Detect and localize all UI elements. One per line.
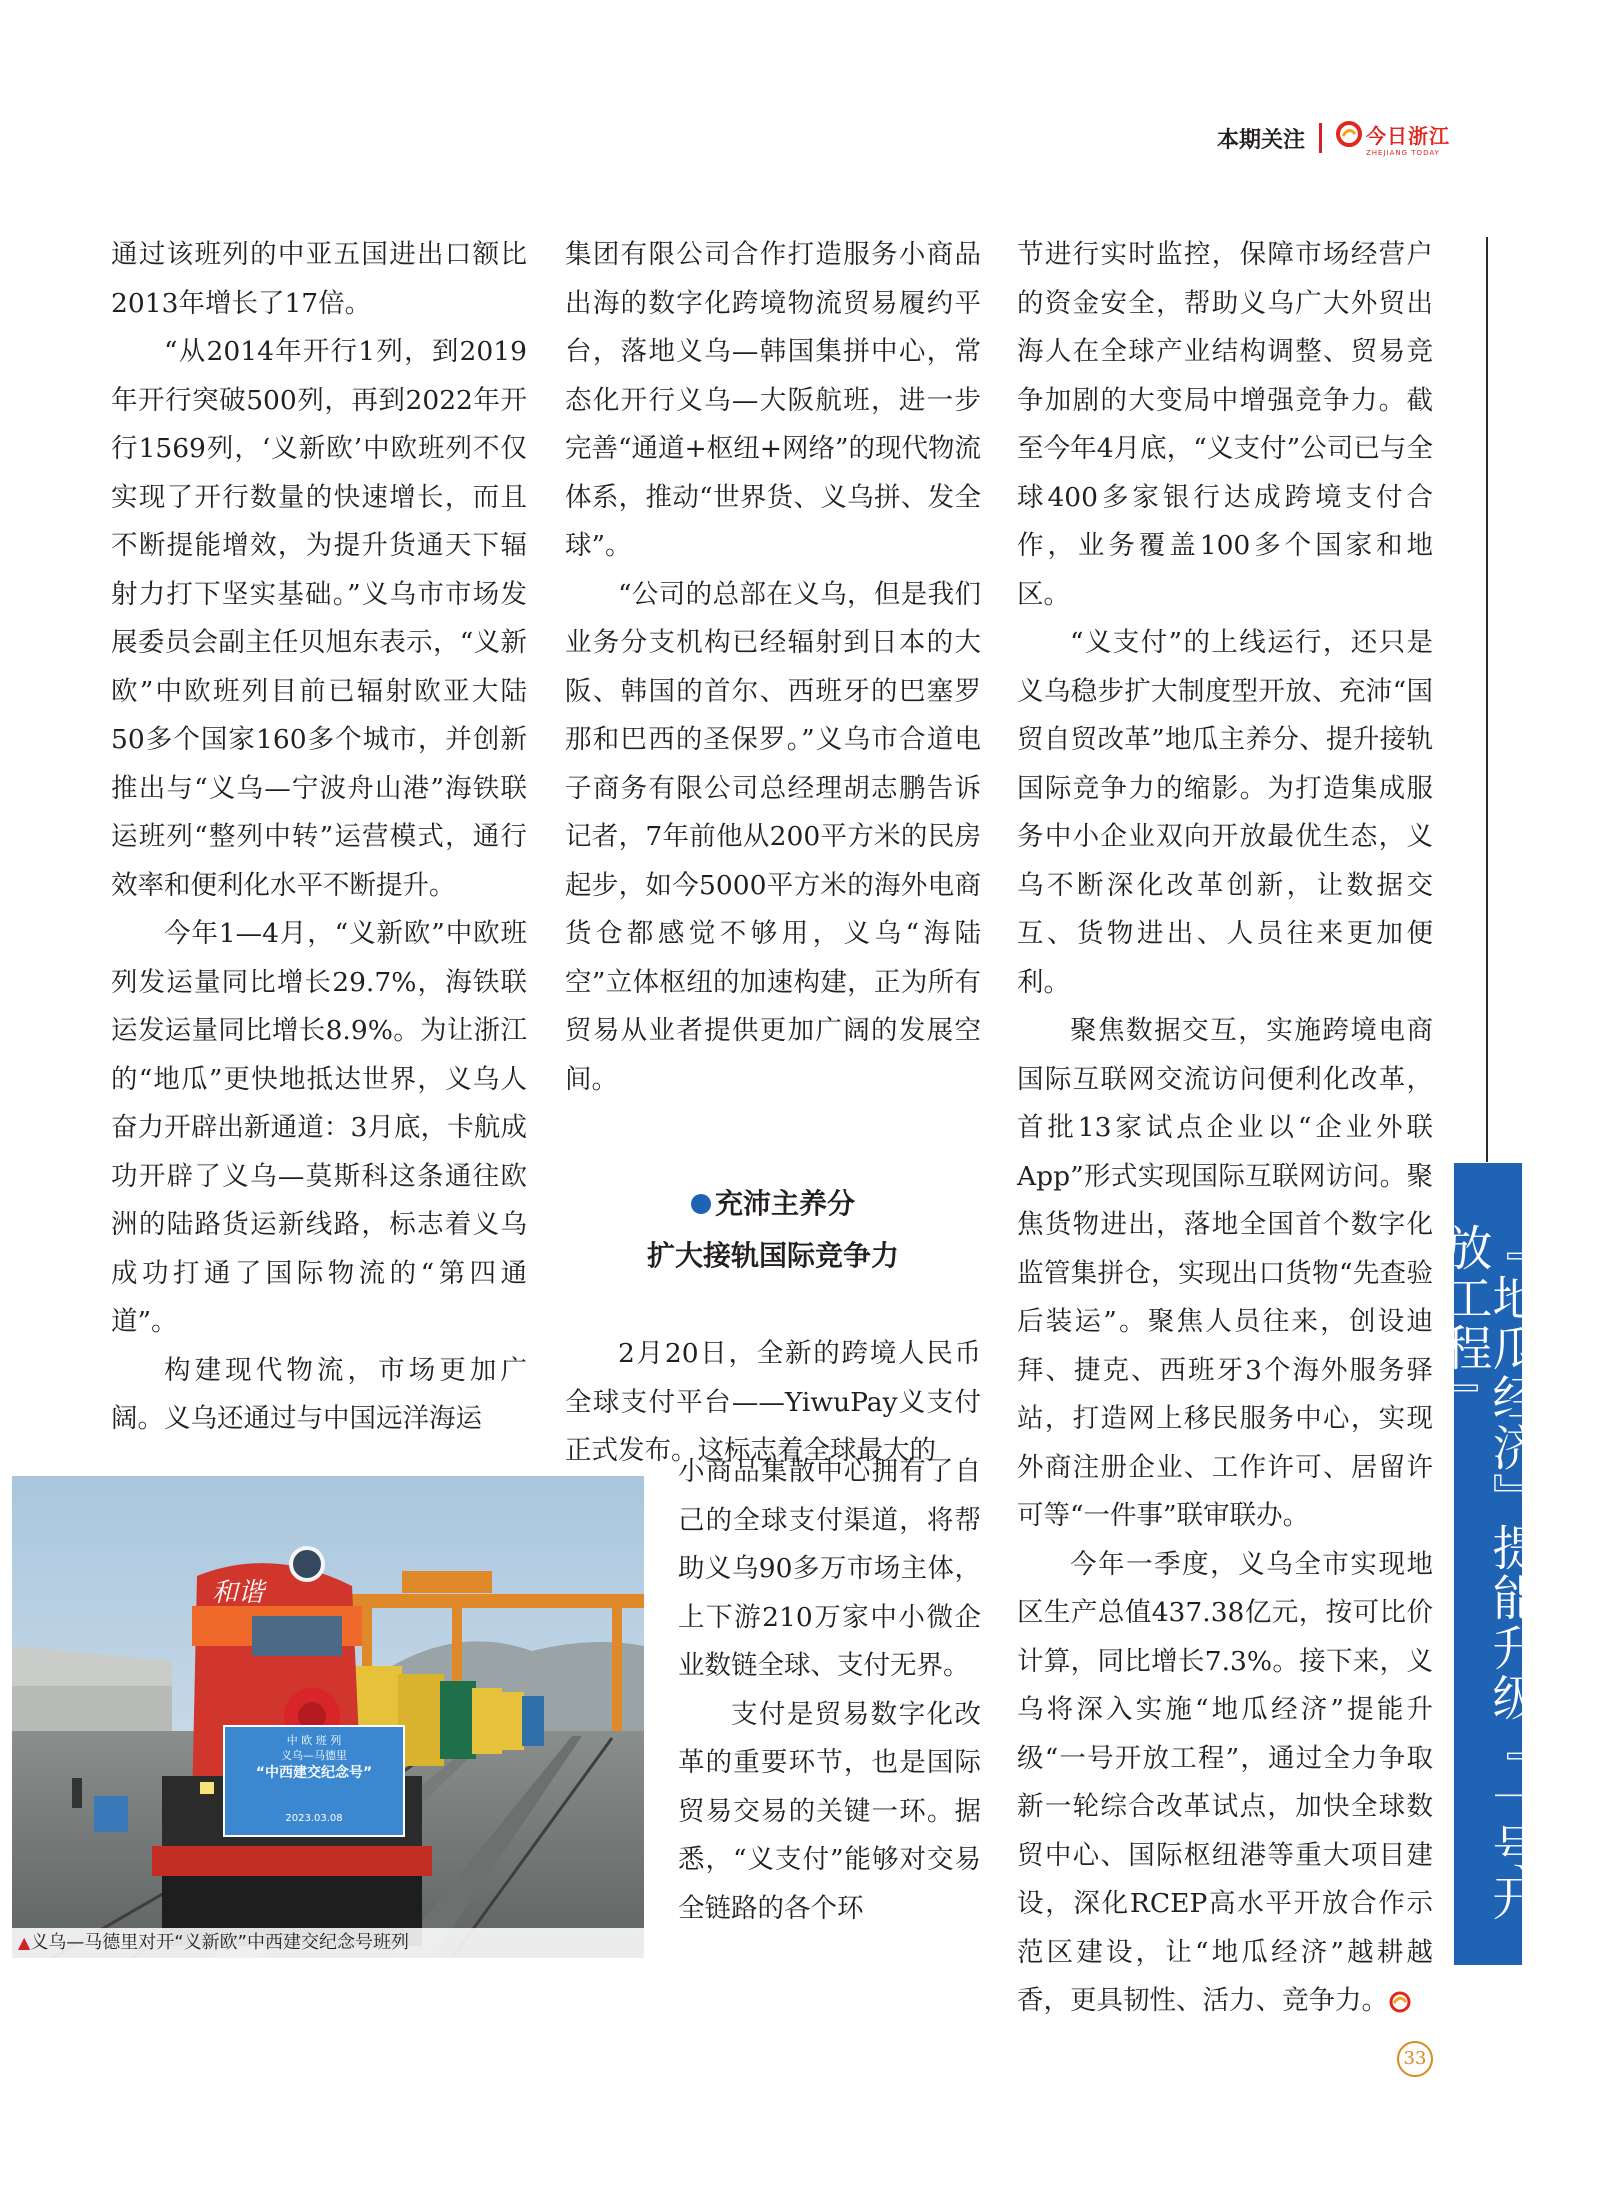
- banner-title: “中西建交纪念号”: [255, 1765, 373, 1781]
- banner-date: 2023.03.08: [285, 1813, 343, 1824]
- banner-line-1: 中 欧 班 列: [286, 1734, 342, 1747]
- train-photo: [12, 1476, 644, 1958]
- paragraph: 通过该班列的中亚五国进出口额比2013年增长了17倍。: [111, 239, 527, 319]
- logo-subtitle: ZHEJIANG TODAY: [1366, 148, 1440, 157]
- article-column-2-continued: [678, 1448, 981, 1933]
- header-divider: [1319, 123, 1322, 153]
- magazine-logo: [1336, 120, 1450, 157]
- logo-swirl-icon: [1336, 121, 1362, 147]
- logo-text: 今日浙江: [1366, 123, 1450, 148]
- side-banner-text: 『地瓜经济』提能升级『一号开放工程』: [1436, 1223, 1540, 1923]
- paragraph: 构建现代物流，市场更加广阔。义乌还通过与中国远洋海运: [111, 1354, 527, 1434]
- section-label: 本期关注: [1216, 127, 1305, 153]
- paragraph: 2月20日，全新的跨境人民币全球支付平台——YiwuPay义支付正式发布。这标志着全球最大的: [565, 1338, 981, 1466]
- locomotive-name: 和谐: [212, 1578, 265, 1608]
- paragraph: “义支付”的上线运行，还只是义乌稳步扩大制度型开放、充沛“国贸自贸改革”地瓜主养分、提升接轨国际竞争力的缩影。为打造集成服务中小企业双向开放最优生态，义乌不断深化改革创新，让数据交互、货物进出、人员往来更加便利。: [1017, 627, 1433, 998]
- paragraph: 小商品集散中心拥有了自己的全球支付渠道，将帮助义乌90多万市场主体，上下游210万家中小微企业数链全球、支付无界。: [678, 1456, 981, 1681]
- subheading-line-2: 扩大接轨国际竞争力: [646, 1239, 899, 1272]
- paragraph: 聚焦数据交互，实施跨境电商国际互联网交流访问便利化改革，首批13家试点企业以“企业外联App”形式实现国际互联网访问。聚焦货物进出，落地全国首个数字化监管集拼仓，实现出口货物“先查验后装运”。聚焦人员往来，创设迪拜、捷克、西班牙3个海外服务驿站，打造网上移民服务中心，实现外商注册企业、工作许可、居留许可等“一件事”联审联办。: [1017, 1015, 1433, 1531]
- photo-caption: [12, 1928, 644, 1958]
- train-illustration: [12, 1476, 644, 1958]
- paragraph: [1017, 1541, 1433, 2026]
- caption-triangle-icon: ▲: [18, 1933, 31, 1952]
- article-end-logo-icon: [1388, 1990, 1412, 2014]
- article-column-3: [1017, 231, 1433, 2026]
- paragraph: “从2014年开行1列，到2019年开行突破500列，再到2022年开行1569列，‘义新欧’中欧班列不仅实现了开行数量的快速增长，而且不断提能增效，为提升货通天下辐射力打下坚实基础。”义乌市市场发展委员会副主任贝旭东表示，“义新欧”中欧班列目前已辐射欧亚大陆50多个国家160多个城市，并创新推出与“义乌—宁波舟山港”海铁联运班列“整列中转”运营模式，通行效率和便利化水平不断提升。: [111, 336, 527, 901]
- article-column-2: [565, 231, 981, 1476]
- paragraph-text: 今年一季度，义乌全市实现地区生产总值437.38亿元，按可比价计算，同比增长7.3%。接下来，义乌将深入实施“地瓜经济”提能升级“一号开放工程”，通过全力争取新一轮综合改革试点，加快全球数贸中心、国际枢纽港等重大项目建设，深化RCEP高水平开放合作示范区建设，让“地瓜经济”越耕越香，更具韧性、活力、竞争力。: [1017, 1548, 1433, 2016]
- paragraph: 今年1—4月，“义新欧”中欧班列发运量同比增长29.7%，海铁联运发运量同比增长8.9%。为让浙江的“地瓜”更快地抵达世界，义乌人奋力开辟出新通道：3月底，卡航成功开辟了义乌—莫斯科这条通往欧洲的陆路货运新线路，标志着义乌成功打通了国际物流的“第四通道”。: [111, 918, 527, 1337]
- paragraph: 支付是贸易数字化改革的重要环节，也是国际贸易交易的关键一环。据悉，“义支付”能够对交易全链路的各个环: [678, 1698, 981, 1924]
- page-header: [1217, 118, 1450, 158]
- paragraph: “公司的总部在义乌，但是我们业务分支机构已经辐射到日本的大阪、韩国的首尔、西班牙的巴塞罗那和巴西的圣保罗。”义乌市合道电子商务有限公司总经理胡志鹏告诉记者，7年前他从200平方米的民房起步，如今5000平方米的海外电商货仓都感觉不够用，义乌“海陆空”立体枢纽的加速构建，正为所有贸易从业者提供更加广阔的发展空间。: [565, 578, 981, 1095]
- paragraph: 节进行实时监控，保障市场经营户的资金安全，帮助义乌广大外贸出海人在全球产业结构调整、贸易竞争加剧的大变局中增强竞争力。截至今年4月底，“义支付”公司已与全球400多家银行达成跨境支付合作，业务覆盖100多个国家和地区。: [1017, 239, 1433, 610]
- section-subheading: [565, 1178, 981, 1282]
- bullet-dot-icon: [691, 1194, 711, 1214]
- caption-text: 义乌—马德里对开“义新欧”中西建交纪念号班列: [30, 1932, 409, 1953]
- side-banner: [1436, 1163, 1540, 1965]
- side-divider: [1486, 237, 1488, 1162]
- subheading-line-1: 充沛主养分: [714, 1187, 855, 1220]
- banner-line-2: 义乌—马德里: [281, 1749, 347, 1762]
- page-number: 33: [1397, 2041, 1433, 2077]
- paragraph: 集团有限公司合作打造服务小商品出海的数字化跨境物流贸易履约平台，落地义乌—韩国集拼中心，常态化开行义乌—大阪航班，进一步完善“通道+枢纽+网络”的现代物流体系，推动“世界货、义乌拼、发全球”。: [565, 239, 982, 561]
- article-column-1: [111, 231, 527, 1444]
